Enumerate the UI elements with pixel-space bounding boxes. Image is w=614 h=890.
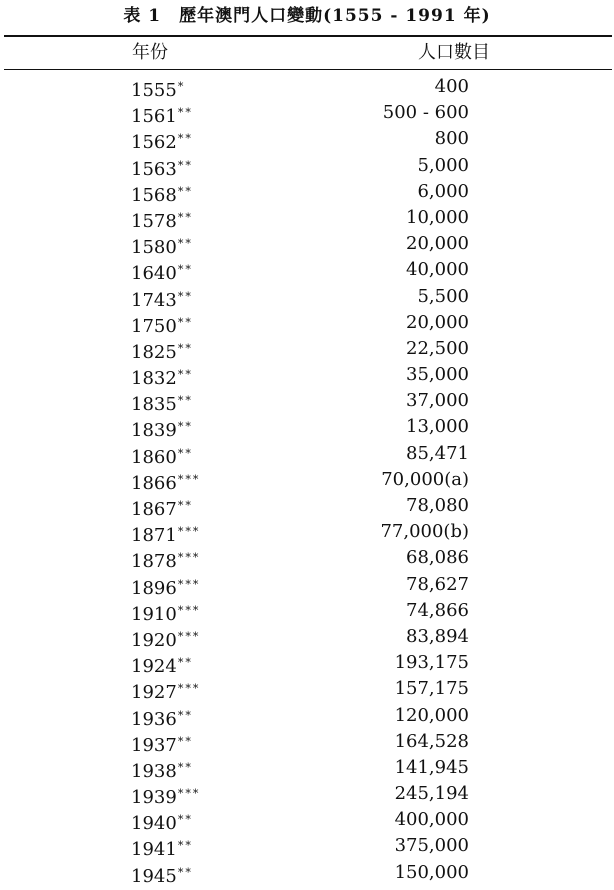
table-row	[0, 205, 614, 231]
source-mark: **	[177, 315, 193, 329]
source-mark: **	[177, 420, 193, 434]
population-cell: 74,866	[406, 599, 469, 621]
source-mark: **	[177, 734, 193, 748]
population-cell: 5,500	[417, 285, 469, 307]
source-mark: ***	[177, 682, 201, 696]
year-value: 1940	[131, 813, 177, 835]
population-cell: 35,000	[406, 364, 469, 386]
year-value: 1743	[131, 289, 177, 311]
population-cell: 40,000	[406, 259, 469, 281]
population-cell: 78,627	[406, 573, 469, 595]
year-value: 1832	[131, 368, 177, 390]
source-mark: **	[177, 813, 193, 827]
population-cell: 77,000(b)	[380, 521, 469, 543]
year-value: 1939	[131, 787, 177, 809]
source-mark: **	[177, 656, 193, 670]
source-mark: **	[177, 341, 193, 355]
source-mark: ***	[177, 787, 201, 801]
table-row	[0, 179, 614, 205]
year-value: 1555	[131, 80, 177, 101]
source-mark: **	[177, 132, 193, 146]
year-value: 1896	[131, 577, 177, 599]
table-row	[0, 493, 614, 519]
table-row	[0, 100, 614, 126]
population-cell: 193,175	[394, 652, 469, 674]
year-value: 1578	[131, 210, 177, 232]
source-mark: **	[177, 394, 193, 408]
table-row	[0, 126, 614, 152]
year-value: 1562	[131, 132, 177, 154]
table-row	[0, 807, 614, 833]
source-mark: **	[177, 184, 193, 198]
source-mark: ***	[177, 603, 201, 617]
population-cell: 5,000	[417, 154, 469, 176]
year-value: 1580	[131, 237, 177, 259]
table-row	[0, 153, 614, 179]
source-mark: ***	[177, 472, 201, 486]
source-mark: ***	[177, 551, 201, 565]
table-row	[0, 598, 614, 624]
population-cell: 400,000	[394, 809, 469, 831]
year-value: 1910	[131, 603, 177, 625]
table-row	[0, 676, 614, 702]
source-mark: **	[177, 210, 193, 224]
year-value: 1871	[131, 525, 177, 547]
table-row	[0, 336, 614, 362]
year-value: 1866	[131, 472, 177, 494]
source-mark: **	[177, 368, 193, 382]
table-body	[0, 74, 614, 886]
source-mark: **	[177, 446, 193, 460]
table-row	[0, 310, 614, 336]
table-title: 表 1 歷年澳門人口變動(1555 - 1991 年)	[123, 6, 491, 26]
table-row	[0, 781, 614, 807]
population-cell: 85,471	[406, 442, 469, 464]
table-row	[0, 650, 614, 676]
table-row	[0, 833, 614, 859]
year-value: 1839	[131, 420, 177, 442]
year-value: 1825	[131, 341, 177, 363]
year-value: 1561	[131, 106, 177, 128]
population-cell: 10,000	[406, 206, 469, 228]
population-cell: 20,000	[406, 233, 469, 255]
table-row	[0, 729, 614, 755]
year-value: 1563	[131, 158, 177, 180]
source-mark: **	[177, 158, 193, 172]
table-row	[0, 755, 614, 781]
year-value: 1945	[131, 865, 177, 887]
source-mark: ***	[177, 525, 201, 539]
source-mark: ***	[177, 577, 201, 591]
table-row	[0, 624, 614, 650]
population-cell: 150,000	[394, 861, 469, 883]
population-cell: 120,000	[394, 704, 469, 726]
year-value: 1568	[131, 184, 177, 206]
population-column-header: 人口數目	[418, 42, 490, 63]
table-row	[0, 231, 614, 257]
year-value: 1867	[131, 499, 177, 520]
table-row	[0, 74, 614, 100]
source-mark: **	[177, 499, 193, 512]
year-value: 1835	[131, 394, 177, 416]
population-cell: 22,500	[406, 337, 469, 359]
population-cell: 68,086	[406, 547, 469, 569]
population-cell: 70,000(a)	[381, 468, 469, 490]
year-value: 1937	[131, 734, 177, 756]
source-mark: **	[177, 106, 193, 120]
table-row	[0, 257, 614, 283]
source-mark: **	[177, 865, 193, 879]
year-value: 1878	[131, 551, 177, 573]
year-value: 1860	[131, 446, 177, 468]
year-value: 1927	[131, 682, 177, 704]
population-cell: 164,528	[394, 730, 469, 752]
source-mark: **	[177, 263, 193, 277]
source-mark: **	[177, 760, 193, 774]
header-rule	[4, 69, 612, 70]
table-row	[0, 284, 614, 310]
year-value: 1920	[131, 629, 177, 651]
table-row	[0, 572, 614, 598]
table-row	[0, 467, 614, 493]
year-value: 1941	[131, 839, 177, 861]
table-row	[0, 362, 614, 388]
source-mark: ***	[177, 629, 201, 643]
year-value: 1936	[131, 708, 177, 730]
population-cell: 375,000	[394, 835, 469, 857]
population-cell: 157,175	[394, 678, 469, 700]
source-mark: **	[177, 708, 193, 722]
source-mark: **	[177, 839, 193, 853]
population-cell: 141,945	[394, 756, 469, 778]
top-rule	[4, 35, 612, 37]
table-row	[0, 388, 614, 414]
table-row	[0, 545, 614, 571]
population-cell: 800	[434, 128, 469, 150]
population-cell: 13,000	[406, 416, 469, 438]
population-cell: 20,000	[406, 311, 469, 333]
population-cell: 6,000	[417, 180, 469, 202]
source-mark: **	[177, 237, 193, 251]
year-value: 1750	[131, 315, 177, 337]
population-cell: 245,194	[394, 783, 469, 805]
table-row	[0, 441, 614, 467]
table-header	[0, 38, 614, 68]
population-cell: 500 - 600	[382, 102, 469, 124]
year-value: 1924	[131, 656, 177, 678]
population-cell: 83,894	[406, 625, 469, 647]
year-column-header: 年份	[132, 42, 168, 63]
population-cell: 400	[434, 76, 469, 97]
table-row	[0, 860, 614, 886]
table-row	[0, 519, 614, 545]
table-row	[0, 703, 614, 729]
population-cell: 37,000	[406, 390, 469, 412]
year-value: 1640	[131, 263, 177, 285]
source-mark: *	[177, 80, 186, 93]
population-cell: 78,080	[406, 495, 469, 516]
year-value: 1938	[131, 760, 177, 782]
table-row	[0, 414, 614, 440]
source-mark: **	[177, 289, 193, 303]
